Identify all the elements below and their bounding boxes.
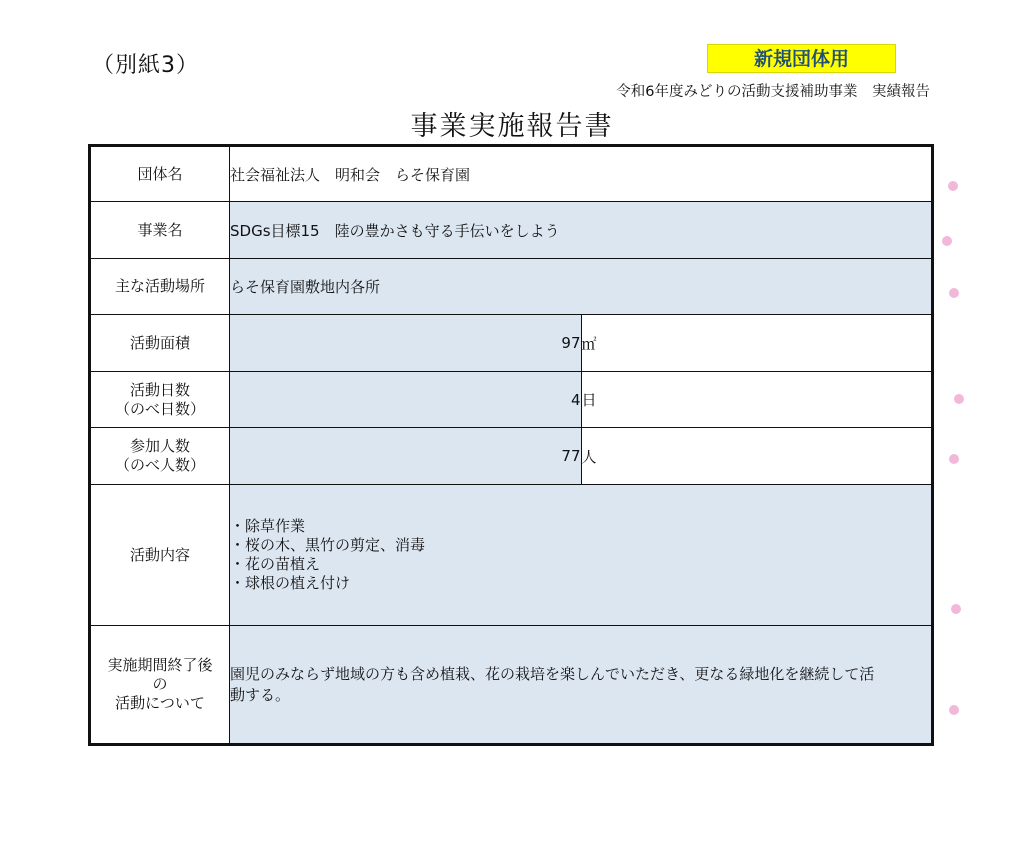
content-item: ・球根の植え付け (230, 574, 351, 592)
group-label: 団体名 (90, 146, 230, 202)
row-days (90, 372, 933, 428)
project-label: 事業名 (90, 202, 230, 259)
content-item: ・除草作業 (230, 517, 306, 535)
pink-dot (949, 454, 959, 464)
attachment-label: （別紙3） (92, 53, 199, 78)
content-item: ・花の苗植え (230, 555, 321, 573)
participants-value: 77 (230, 428, 582, 485)
pink-dot (949, 288, 959, 298)
row-after (90, 626, 933, 745)
pink-dot (954, 394, 964, 404)
project-value: SDGs目標15 陸の豊かさも守る手伝いをしよう (230, 202, 933, 259)
days-label-line2: （のべ日数） (114, 399, 205, 418)
pink-dot (951, 604, 961, 614)
participants-label-line1: 参加人数 (129, 437, 190, 455)
row-project (90, 202, 933, 259)
location-value: らそ保育園敷地内各所 (230, 259, 933, 315)
pink-dot (948, 181, 958, 191)
area-value: 97 (230, 315, 582, 372)
row-location (90, 259, 933, 315)
row-participants (90, 428, 933, 485)
participants-unit: 人 (581, 428, 933, 485)
days-label (90, 372, 230, 428)
content-label: 活動内容 (90, 485, 230, 626)
new-group-badge: 新規団体用 (707, 44, 896, 73)
days-unit: 日 (581, 372, 933, 428)
participants-label (90, 428, 230, 485)
pink-dot (949, 705, 959, 715)
row-content (90, 485, 933, 626)
pink-dot (942, 236, 952, 246)
area-unit: ㎡ (581, 315, 933, 372)
after-label (90, 626, 230, 745)
page-title: 事業実施報告書 (410, 111, 614, 142)
location-label: 主な活動場所 (90, 259, 230, 315)
content-item: ・桜の木、黒竹の剪定、消毒 (230, 536, 426, 554)
content-value (230, 485, 933, 626)
row-group (90, 146, 933, 202)
row-area (90, 315, 933, 372)
after-text-line2: 動する。 (230, 685, 291, 704)
group-value: 社会福祉法人 明和会 らそ保育園 (230, 146, 933, 202)
program-name: 令和6年度みどりの活動支援補助事業 実績報告 (616, 84, 930, 100)
after-value (230, 626, 933, 745)
participants-label-line2: （のべ人数） (114, 456, 205, 474)
area-label: 活動面積 (90, 315, 230, 372)
after-label-line2: の (152, 675, 168, 693)
days-label-line1: 活動日数 (129, 380, 190, 399)
after-label-line1: 実施期間終了後 (107, 656, 213, 674)
after-text-line1: 園児のみならず地域の方も含め植栽、花の栽培を楽しんでいただき、更なる緑地化を継続して活 (230, 664, 875, 683)
report-table (88, 144, 934, 746)
days-value: 4 (230, 372, 582, 428)
after-label-line3: 活動について (115, 694, 205, 712)
